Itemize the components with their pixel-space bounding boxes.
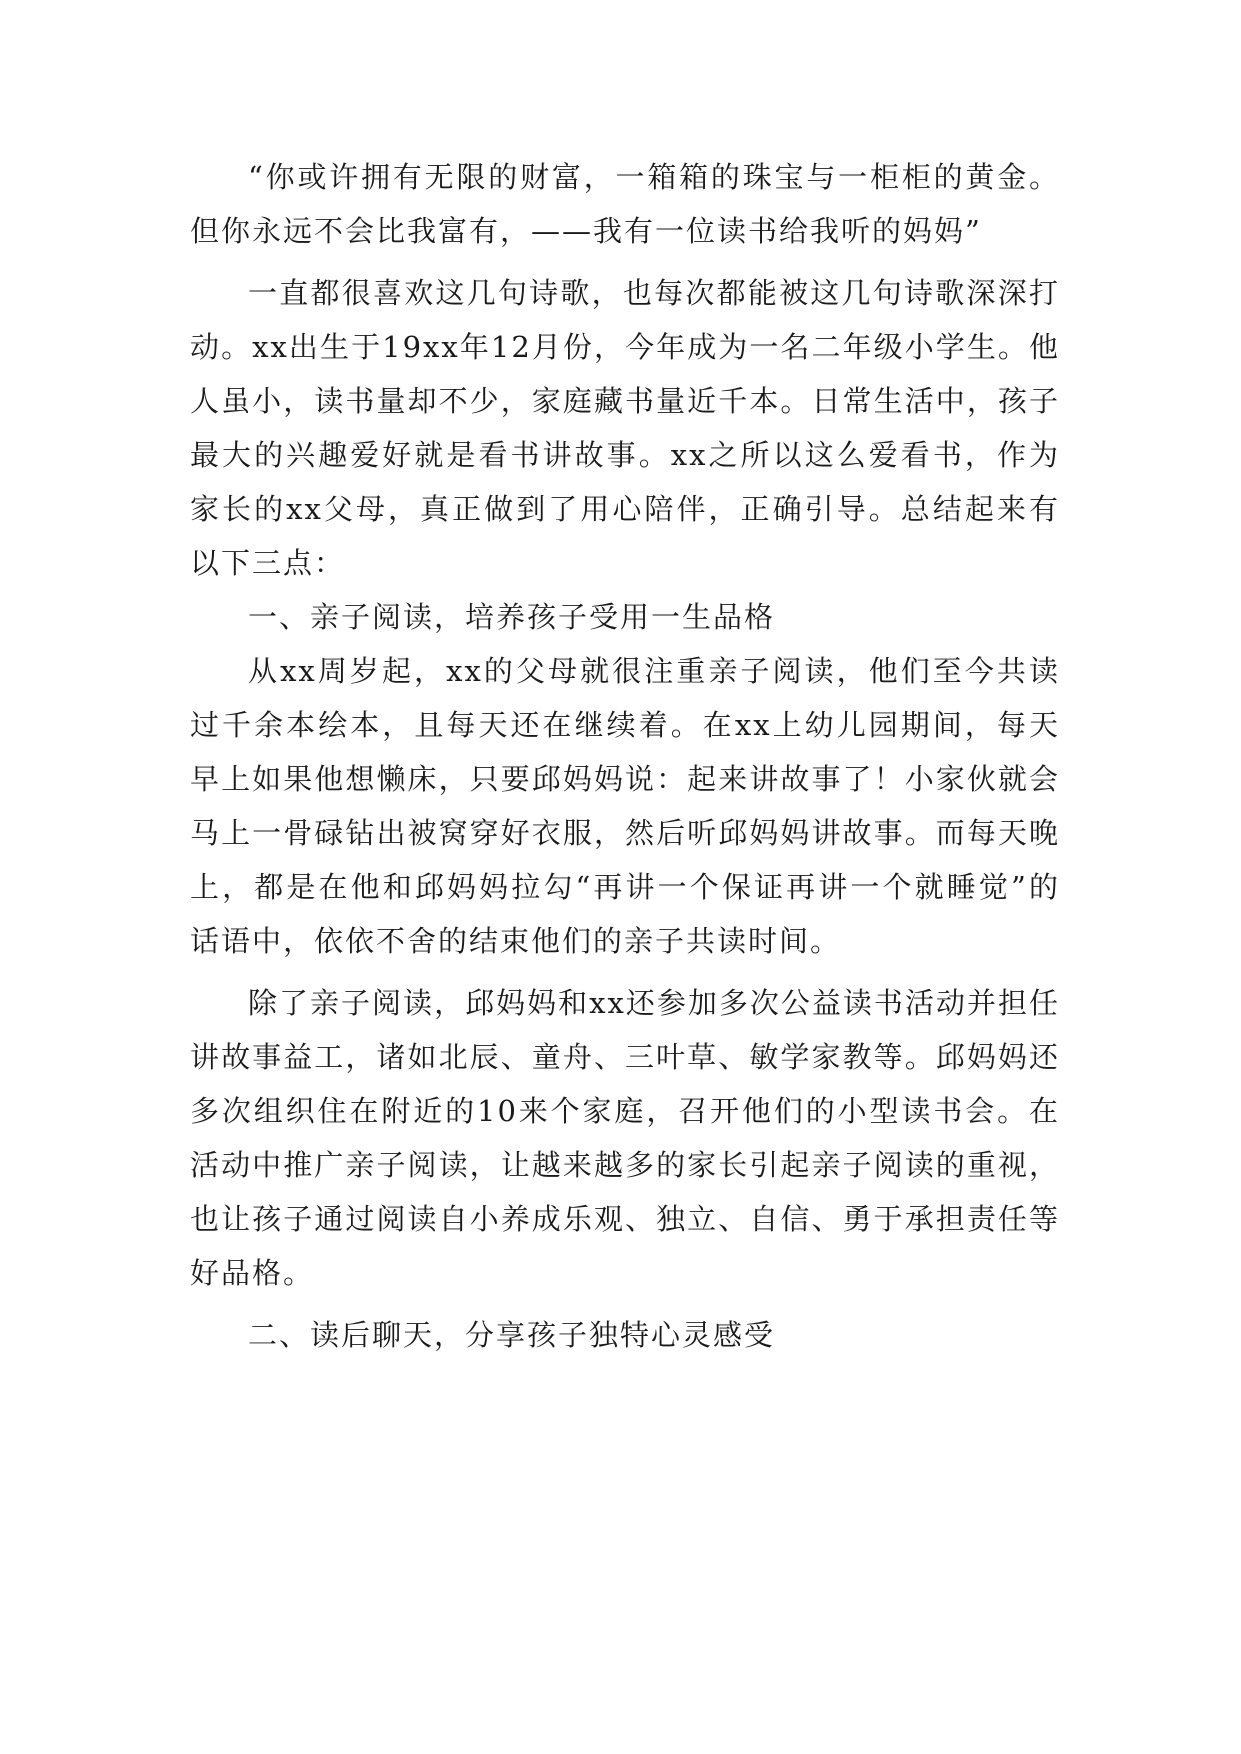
quote-paragraph: “你或许拥有无限的财富，一箱箱的珠宝与一柜柜的黄金。但你永远不会比我富有，——我有一位读书给我听的妈妈” [190, 160, 1060, 248]
document-body [190, 150, 1060, 1362]
section-heading-2: 二、读后聊天，分享孩子独特心灵感受 [248, 1318, 776, 1352]
intro-paragraph: 一直都很喜欢这几句诗歌，也每次都能被这几句诗歌深深打动。xx出生于19xx年12月份，今年成为一名二年级小学生。他人虽小，读书量却不少，家庭藏书量近千本。日常生活中，孩子最大的兴趣爱好就是看书讲故事。xx之所以这么爱看书，作为家长的xx父母，真正做到了用心陪伴，正确引导。总结起来有以下三点： [190, 276, 1060, 580]
body-paragraph-1: 从xx周岁起，xx的父母就很注重亲子阅读，他们至今共读过千余本绘本，且每天还在继续着。在xx上幼儿园期间，每天早上如果他想懒床，只要邱妈妈说：起来讲故事了！小家伙就会马上一骨碌钻出被窝穿好衣服，然后听邱妈妈讲故事。而每天晚上，都是在他和邱妈妈拉勾“再讲一个保证再讲一个就睡觉”的话语中，依依不舍的结束他们的亲子共读时间。 [190, 654, 1060, 958]
section-heading-1: 一、亲子阅读，培养孩子受用一生品格 [248, 600, 776, 634]
body-paragraph-2: 除了亲子阅读，邱妈妈和xx还参加多次公益读书活动并担任讲故事益工，诸如北辰、童舟、三叶草、敏学家教等。邱妈妈还多次组织住在附近的10来个家庭，召开他们的小型读书会。在活动中推广亲子阅读，让越来越多的家长引起亲子阅读的重视，也让孩子通过阅读自小养成乐观、独立、自信、勇于承担责任等好品格。 [190, 986, 1060, 1290]
